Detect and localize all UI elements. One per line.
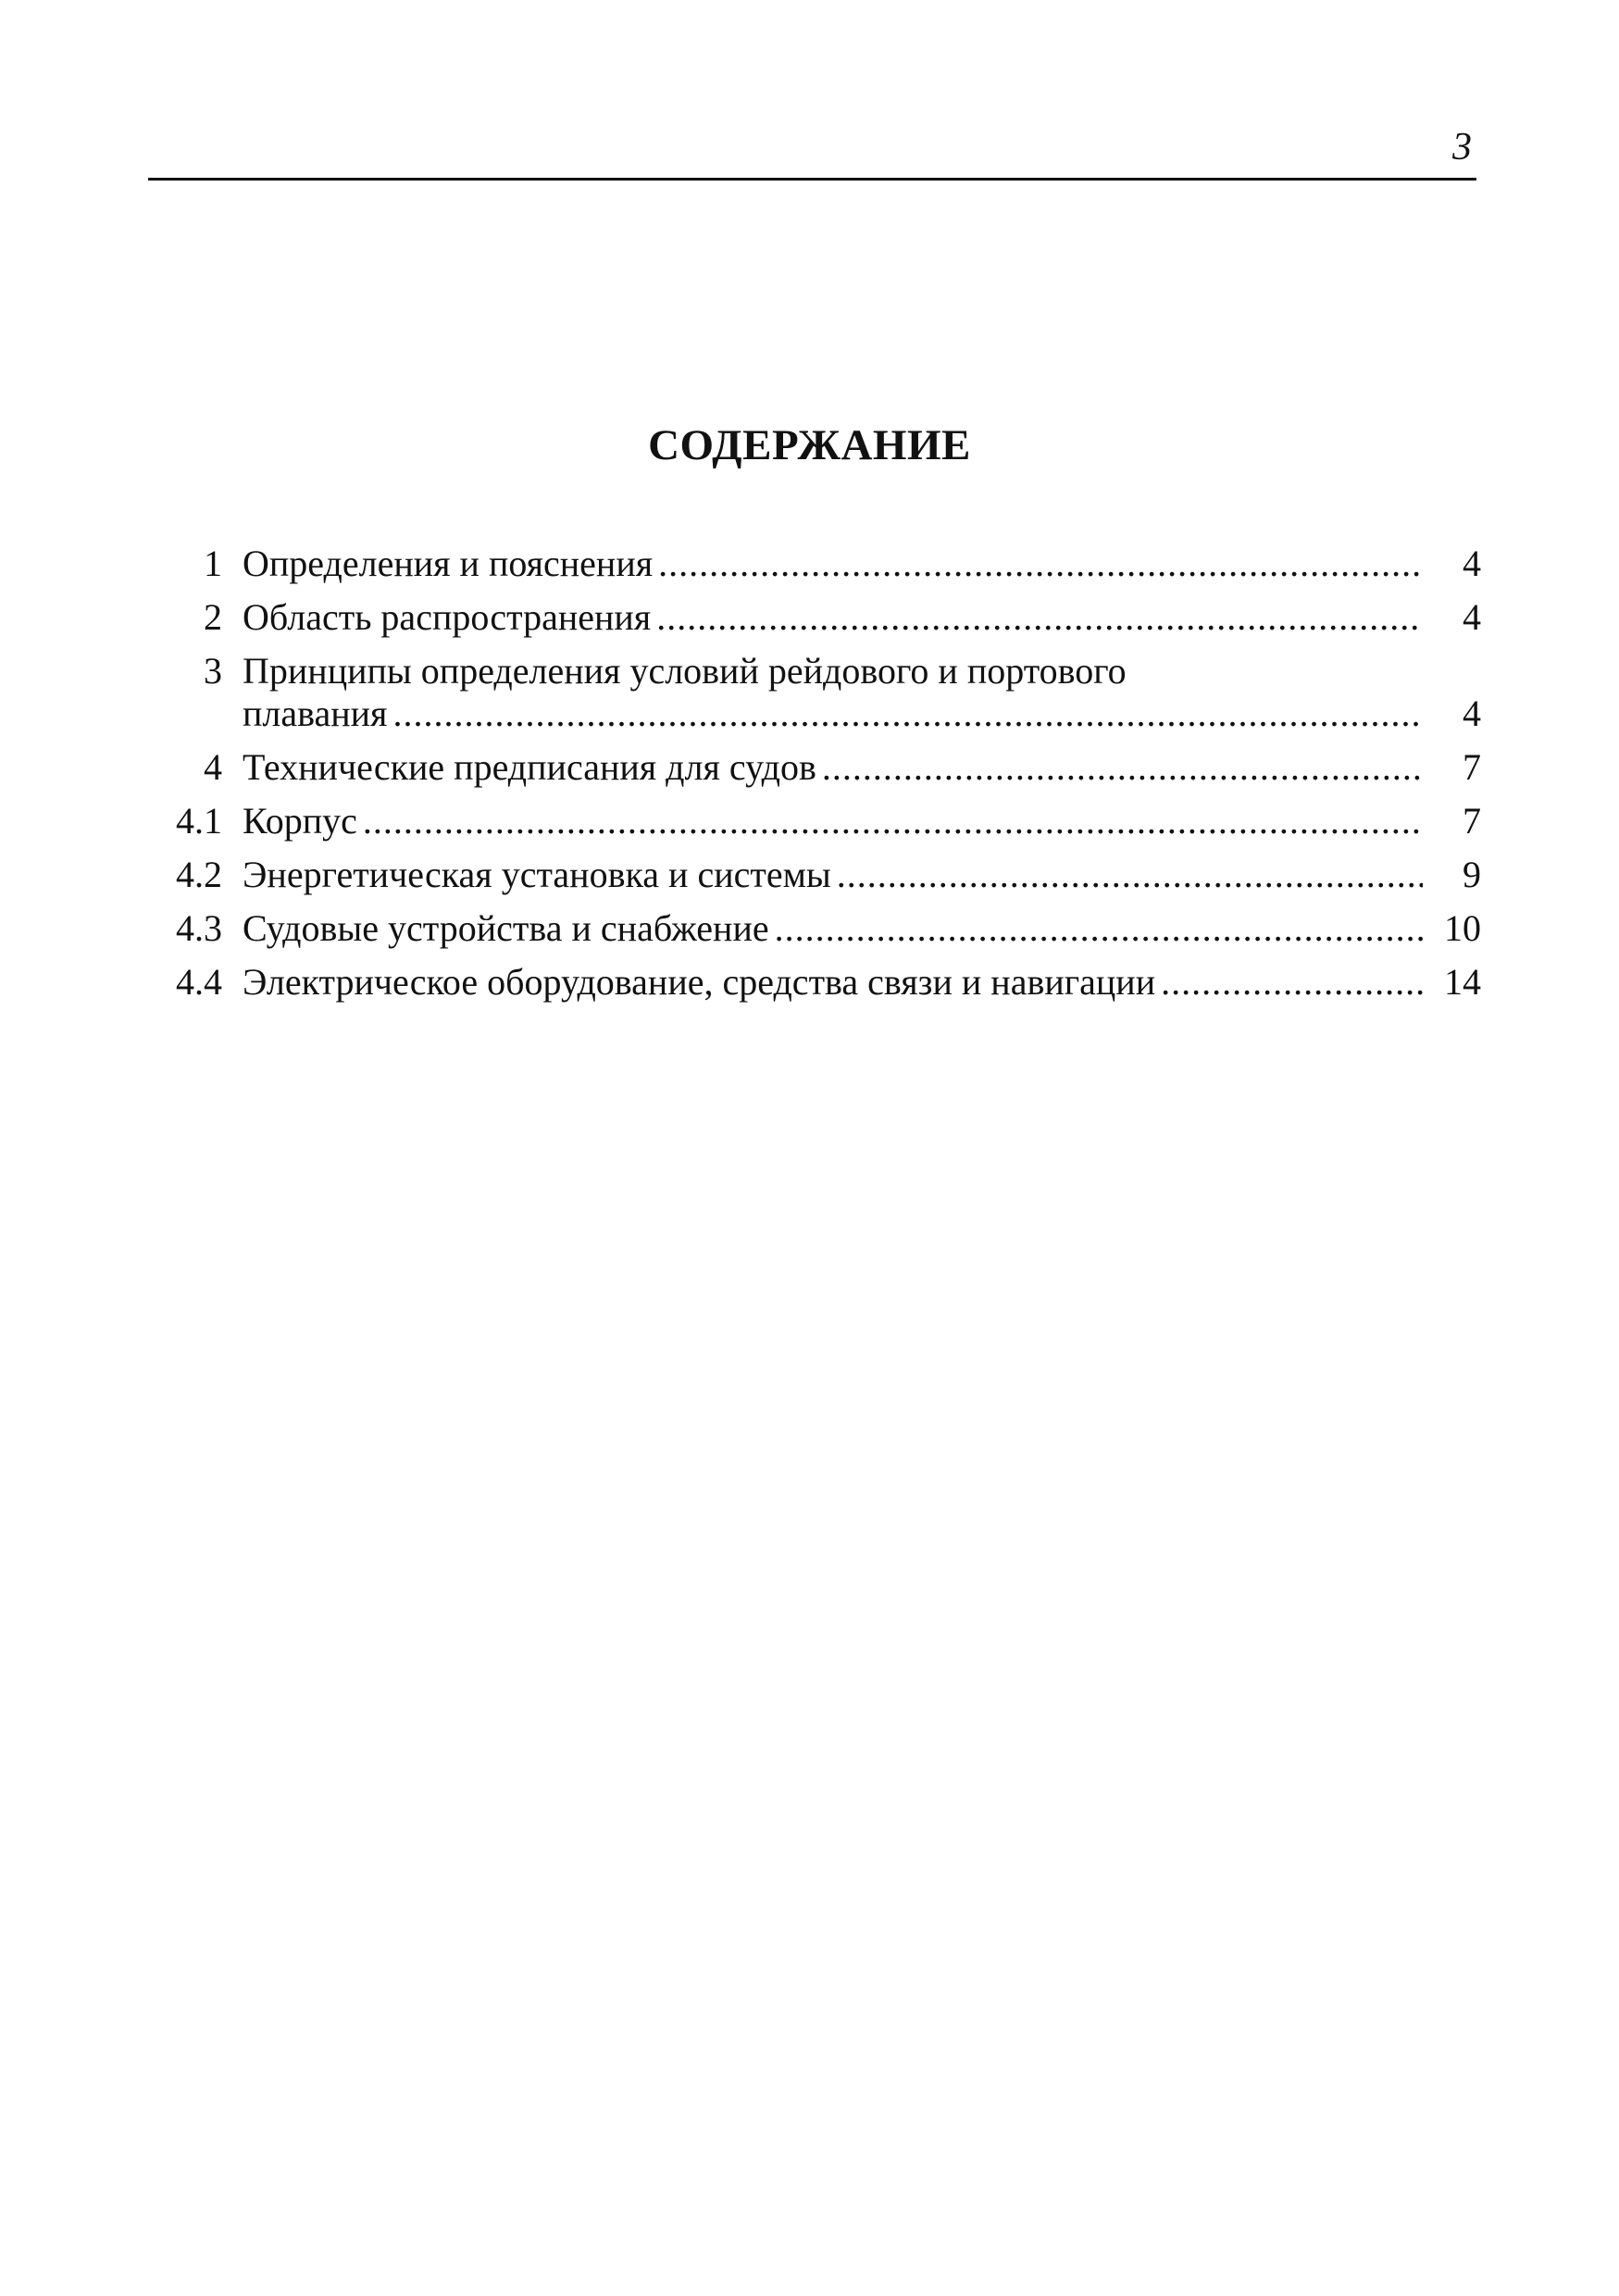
toc-entry[interactable] <box>148 854 1481 896</box>
page-number: 3 <box>1452 126 1472 168</box>
toc-entry-number: 2 <box>204 596 222 638</box>
toc-entry-number: 4.2 <box>176 854 222 895</box>
toc-entry-title: Корпус <box>243 800 357 842</box>
toc-entry-number: 4.1 <box>176 800 222 842</box>
toc-entry-page: 4 <box>1463 693 1481 734</box>
toc-entry-page: 10 <box>1444 907 1481 949</box>
toc-entry[interactable] <box>148 907 1481 950</box>
toc-entry-title: Технические предписания для судов <box>243 746 816 788</box>
toc-leader-dots <box>387 693 1423 735</box>
toc-entry-page: 4 <box>1463 596 1481 638</box>
toc-entry[interactable] <box>148 543 1481 585</box>
toc-list <box>148 543 1481 1015</box>
toc-entry-title: Энергетическая установка и системы <box>243 854 831 895</box>
toc-entry-page: 14 <box>1444 961 1481 1003</box>
toc-leader-dots <box>1155 961 1423 1004</box>
toc-entry[interactable] <box>148 650 1481 735</box>
toc-entry-page: 7 <box>1463 800 1481 842</box>
toc-entry-number: 1 <box>204 543 222 584</box>
toc-entry[interactable] <box>148 961 1481 1004</box>
toc-leader-dots <box>653 543 1423 585</box>
toc-entry[interactable] <box>148 596 1481 639</box>
toc-leader-dots <box>831 854 1423 896</box>
toc-leader-dots <box>357 800 1423 842</box>
toc-entry[interactable] <box>148 800 1481 842</box>
toc-title: СОДЕРЖАНИЕ <box>648 421 971 469</box>
toc-entry-number: 3 <box>204 650 222 692</box>
toc-entry-title: Судовые устройства и снабжение <box>243 907 769 949</box>
toc-entry[interactable] <box>148 746 1481 789</box>
toc-entry-page: 9 <box>1463 854 1481 895</box>
toc-entry-title: Область распространения <box>243 596 652 638</box>
toc-leader-dots <box>769 907 1423 950</box>
header-rule <box>148 178 1476 181</box>
toc-entry-title: Определения и пояснения <box>243 543 654 584</box>
toc-entry-title-line2: плавания <box>243 693 388 734</box>
toc-entry-number: 4.3 <box>176 907 222 949</box>
toc-entry-number: 4.4 <box>176 961 222 1003</box>
toc-entry-title-line1: Принципы определения условий рейдового и портового <box>243 650 1127 692</box>
toc-leader-dots <box>816 746 1423 789</box>
toc-entry-title: Электрическое оборудование, средства связи и навигации <box>243 961 1156 1003</box>
toc-entry-page: 4 <box>1463 543 1481 584</box>
toc-entry-number: 4 <box>204 746 222 788</box>
toc-entry-page: 7 <box>1463 746 1481 788</box>
toc-leader-dots <box>651 596 1423 639</box>
